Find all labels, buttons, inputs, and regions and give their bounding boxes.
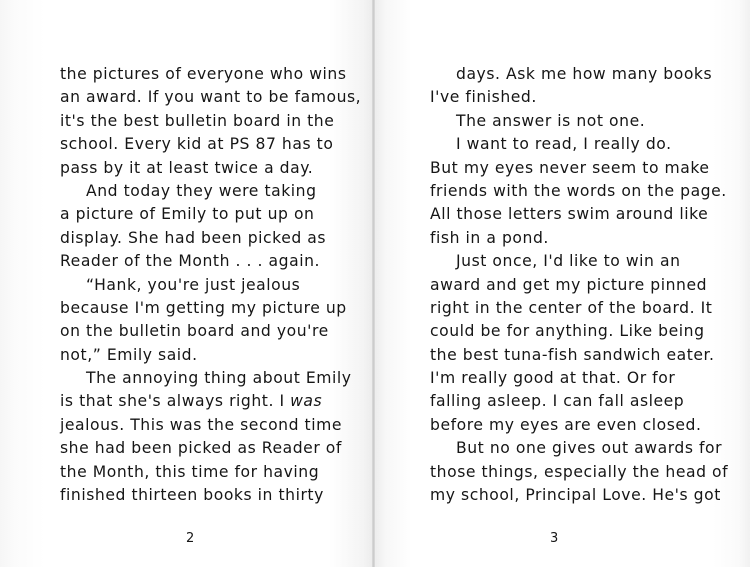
- text-line: pass by it at least twice a day.: [60, 158, 314, 177]
- right-page: [374, 0, 750, 567]
- text-line: those things, especially the head of: [430, 462, 729, 481]
- right-page-text: [430, 63, 728, 507]
- text-line: an award. If you want to be famous,: [60, 88, 362, 107]
- text-line: “Hank, you're just jealous: [86, 275, 301, 294]
- text-line: finished thirteen books in thirty: [60, 486, 324, 505]
- text-line: [60, 390, 361, 413]
- text-line: it's the best bulletin board in the: [60, 111, 335, 130]
- text-line: Reader of the Month . . . again.: [60, 252, 321, 271]
- text-line: the pictures of everyone who wins: [60, 65, 347, 83]
- text-line: friends with the words on the page.: [430, 181, 727, 200]
- text-line: days. Ask me how many books: [456, 65, 713, 83]
- text-line: fish in a pond.: [430, 228, 549, 247]
- text-line: on the bulletin board and you're: [60, 322, 329, 341]
- text-line: she had been picked as Reader of: [60, 439, 342, 458]
- text-line: All those letters swim around like: [430, 205, 709, 224]
- text-line: And today they were taking: [86, 181, 317, 200]
- text-segment: is that she's always right. I: [60, 392, 291, 411]
- text-line: school. Every kid at PS 87 has to: [60, 135, 334, 154]
- text-line: The annoying thing about Emily: [86, 369, 352, 388]
- text-line: I'm really good at that. Or for: [430, 369, 676, 388]
- text-line: But my eyes never seem to make: [430, 158, 710, 177]
- page-number: 3: [550, 531, 559, 546]
- text-line: right in the center of the board. It: [430, 298, 713, 317]
- left-page: [0, 0, 374, 567]
- text-line: the best tuna-fish sandwich eater.: [430, 345, 715, 364]
- text-line: because I'm getting my picture up: [60, 298, 347, 317]
- emphasis-word: was: [290, 392, 323, 411]
- text-line: falling asleep. I can fall asleep: [430, 392, 685, 411]
- text-line: before my eyes are even closed.: [430, 415, 702, 434]
- text-line: The answer is not one.: [456, 111, 646, 130]
- text-line: award and get my picture pinned: [430, 275, 708, 294]
- left-page-text: [60, 63, 361, 507]
- book-gutter: [372, 0, 375, 567]
- text-line: my school, Principal Love. He's got: [430, 486, 721, 505]
- text-line: could be for anything. Like being: [430, 322, 705, 341]
- text-line: the Month, this time for having: [60, 462, 320, 481]
- text-line: I want to read, I really do.: [456, 135, 672, 154]
- text-line: jealous. This was the second time: [60, 415, 342, 434]
- text-line: a picture of Emily to put up on: [60, 205, 315, 224]
- text-line: I've finished.: [430, 88, 537, 107]
- text-line: display. She had been picked as: [60, 228, 327, 247]
- text-line: not,” Emily said.: [60, 345, 198, 364]
- page-number: 2: [186, 531, 195, 546]
- text-line: But no one gives out awards for: [456, 439, 723, 458]
- text-line: Just once, I'd like to win an: [456, 252, 681, 271]
